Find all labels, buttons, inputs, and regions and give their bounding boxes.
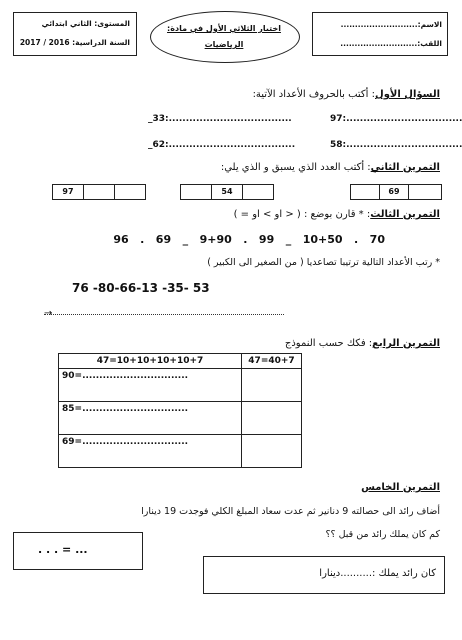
q5-question: كم كان يملك رائد من قبل ؟؟ bbox=[325, 529, 440, 540]
q3-numbers: 76 -80-66-13 -35- 53 bbox=[72, 281, 210, 295]
arrow-icon: → bbox=[44, 308, 53, 319]
q4-header-right: 47=40+7 bbox=[242, 354, 302, 369]
q3-heading bbox=[200, 208, 440, 221]
q5-title: التمرين الخامس bbox=[361, 482, 440, 493]
q1-instruction: : أكتب بالحروف الأعداد الآتية: bbox=[252, 89, 376, 100]
q2-box-69-after[interactable] bbox=[408, 184, 442, 200]
q4-row-85[interactable]: 85=............................... bbox=[59, 402, 242, 435]
q4-row-85-answer[interactable] bbox=[242, 402, 302, 435]
q5-answer: كان رائد يملك :..........دينارا bbox=[319, 568, 436, 579]
q3-title: التمرين الثالث bbox=[370, 209, 440, 220]
q2-instruction: : أكتب العدد الذي يسبق و الذي يلي: bbox=[220, 162, 371, 173]
q2-title: التمرين الثاني bbox=[370, 162, 440, 173]
level-label: المستوى: الثاني ابتدائي bbox=[41, 19, 130, 28]
q2-box-54-after[interactable] bbox=[242, 184, 274, 200]
q1-title: السؤال الأول bbox=[375, 89, 440, 100]
q2-box-97-value[interactable] bbox=[83, 184, 115, 200]
q4-title: التمرين الرابع bbox=[372, 338, 440, 349]
q2-value-97: 97 bbox=[62, 187, 74, 196]
q3-answer-line[interactable] bbox=[44, 314, 284, 315]
q4-row-69[interactable]: 69=............................... bbox=[59, 435, 242, 468]
q3-comparisons[interactable]: 96 . 69 _ 9+90 . 99 _ 10+50 . 70 bbox=[113, 233, 385, 246]
q3-order-instruction: * رتب الأعداد التالية ترتيبا تصاعديا ( من الصغير الى الكبير ) bbox=[207, 257, 440, 268]
exam-title-oval bbox=[150, 11, 300, 63]
q4-row-90-answer[interactable] bbox=[242, 369, 302, 402]
q4-heading bbox=[200, 337, 440, 350]
q1-item-97[interactable]: 97:.................................. bbox=[330, 114, 462, 124]
q2-box-69-before[interactable] bbox=[350, 184, 380, 200]
q4-row-90[interactable]: 90=............................... bbox=[59, 369, 242, 402]
q4-instruction: : فكك حسب النموذج bbox=[284, 338, 373, 349]
surname-field[interactable]: اللقب:........................... bbox=[340, 39, 442, 48]
q1-heading bbox=[200, 88, 440, 101]
q2-box-69-value bbox=[379, 184, 409, 200]
q4-header-left: 47=10+10+10+10+7 bbox=[59, 354, 242, 369]
q1-item-58[interactable]: 58:.................................. bbox=[330, 140, 462, 150]
q5-problem: أضاف رائد الى حصالته 9 دنانير ثم عدت سعاد المبلغ الكلي فوجدت 19 دينارا bbox=[141, 506, 440, 517]
exam-title-line-2: الرياضيات bbox=[204, 40, 244, 49]
q1-item-62[interactable]: _62:..................................... bbox=[148, 140, 296, 150]
q1-item-33[interactable]: _33:.................................... bbox=[148, 114, 292, 124]
q3-instruction: : * قارن بوضع : ( < او > او = ) bbox=[233, 209, 371, 220]
q2-box-97-after[interactable] bbox=[114, 184, 146, 200]
exam-title-line-1: اختبار الثلاثي الأول في مادة: bbox=[167, 24, 281, 33]
q5-equation: . . . = ... bbox=[38, 543, 88, 556]
q2-value-54: 54 bbox=[221, 187, 233, 196]
q2-box-97-before[interactable] bbox=[52, 184, 84, 200]
name-field[interactable]: الاسم:........................... bbox=[340, 20, 442, 29]
school-year-label: السنة الدراسية: 2016 / 2017 bbox=[19, 38, 130, 47]
q2-heading bbox=[200, 161, 440, 174]
q2-value-69: 69 bbox=[388, 187, 400, 196]
q2-box-54-before[interactable] bbox=[180, 184, 212, 200]
decomposition-table bbox=[58, 353, 302, 468]
q2-box-54-value bbox=[211, 184, 243, 200]
q4-row-69-answer[interactable] bbox=[242, 435, 302, 468]
